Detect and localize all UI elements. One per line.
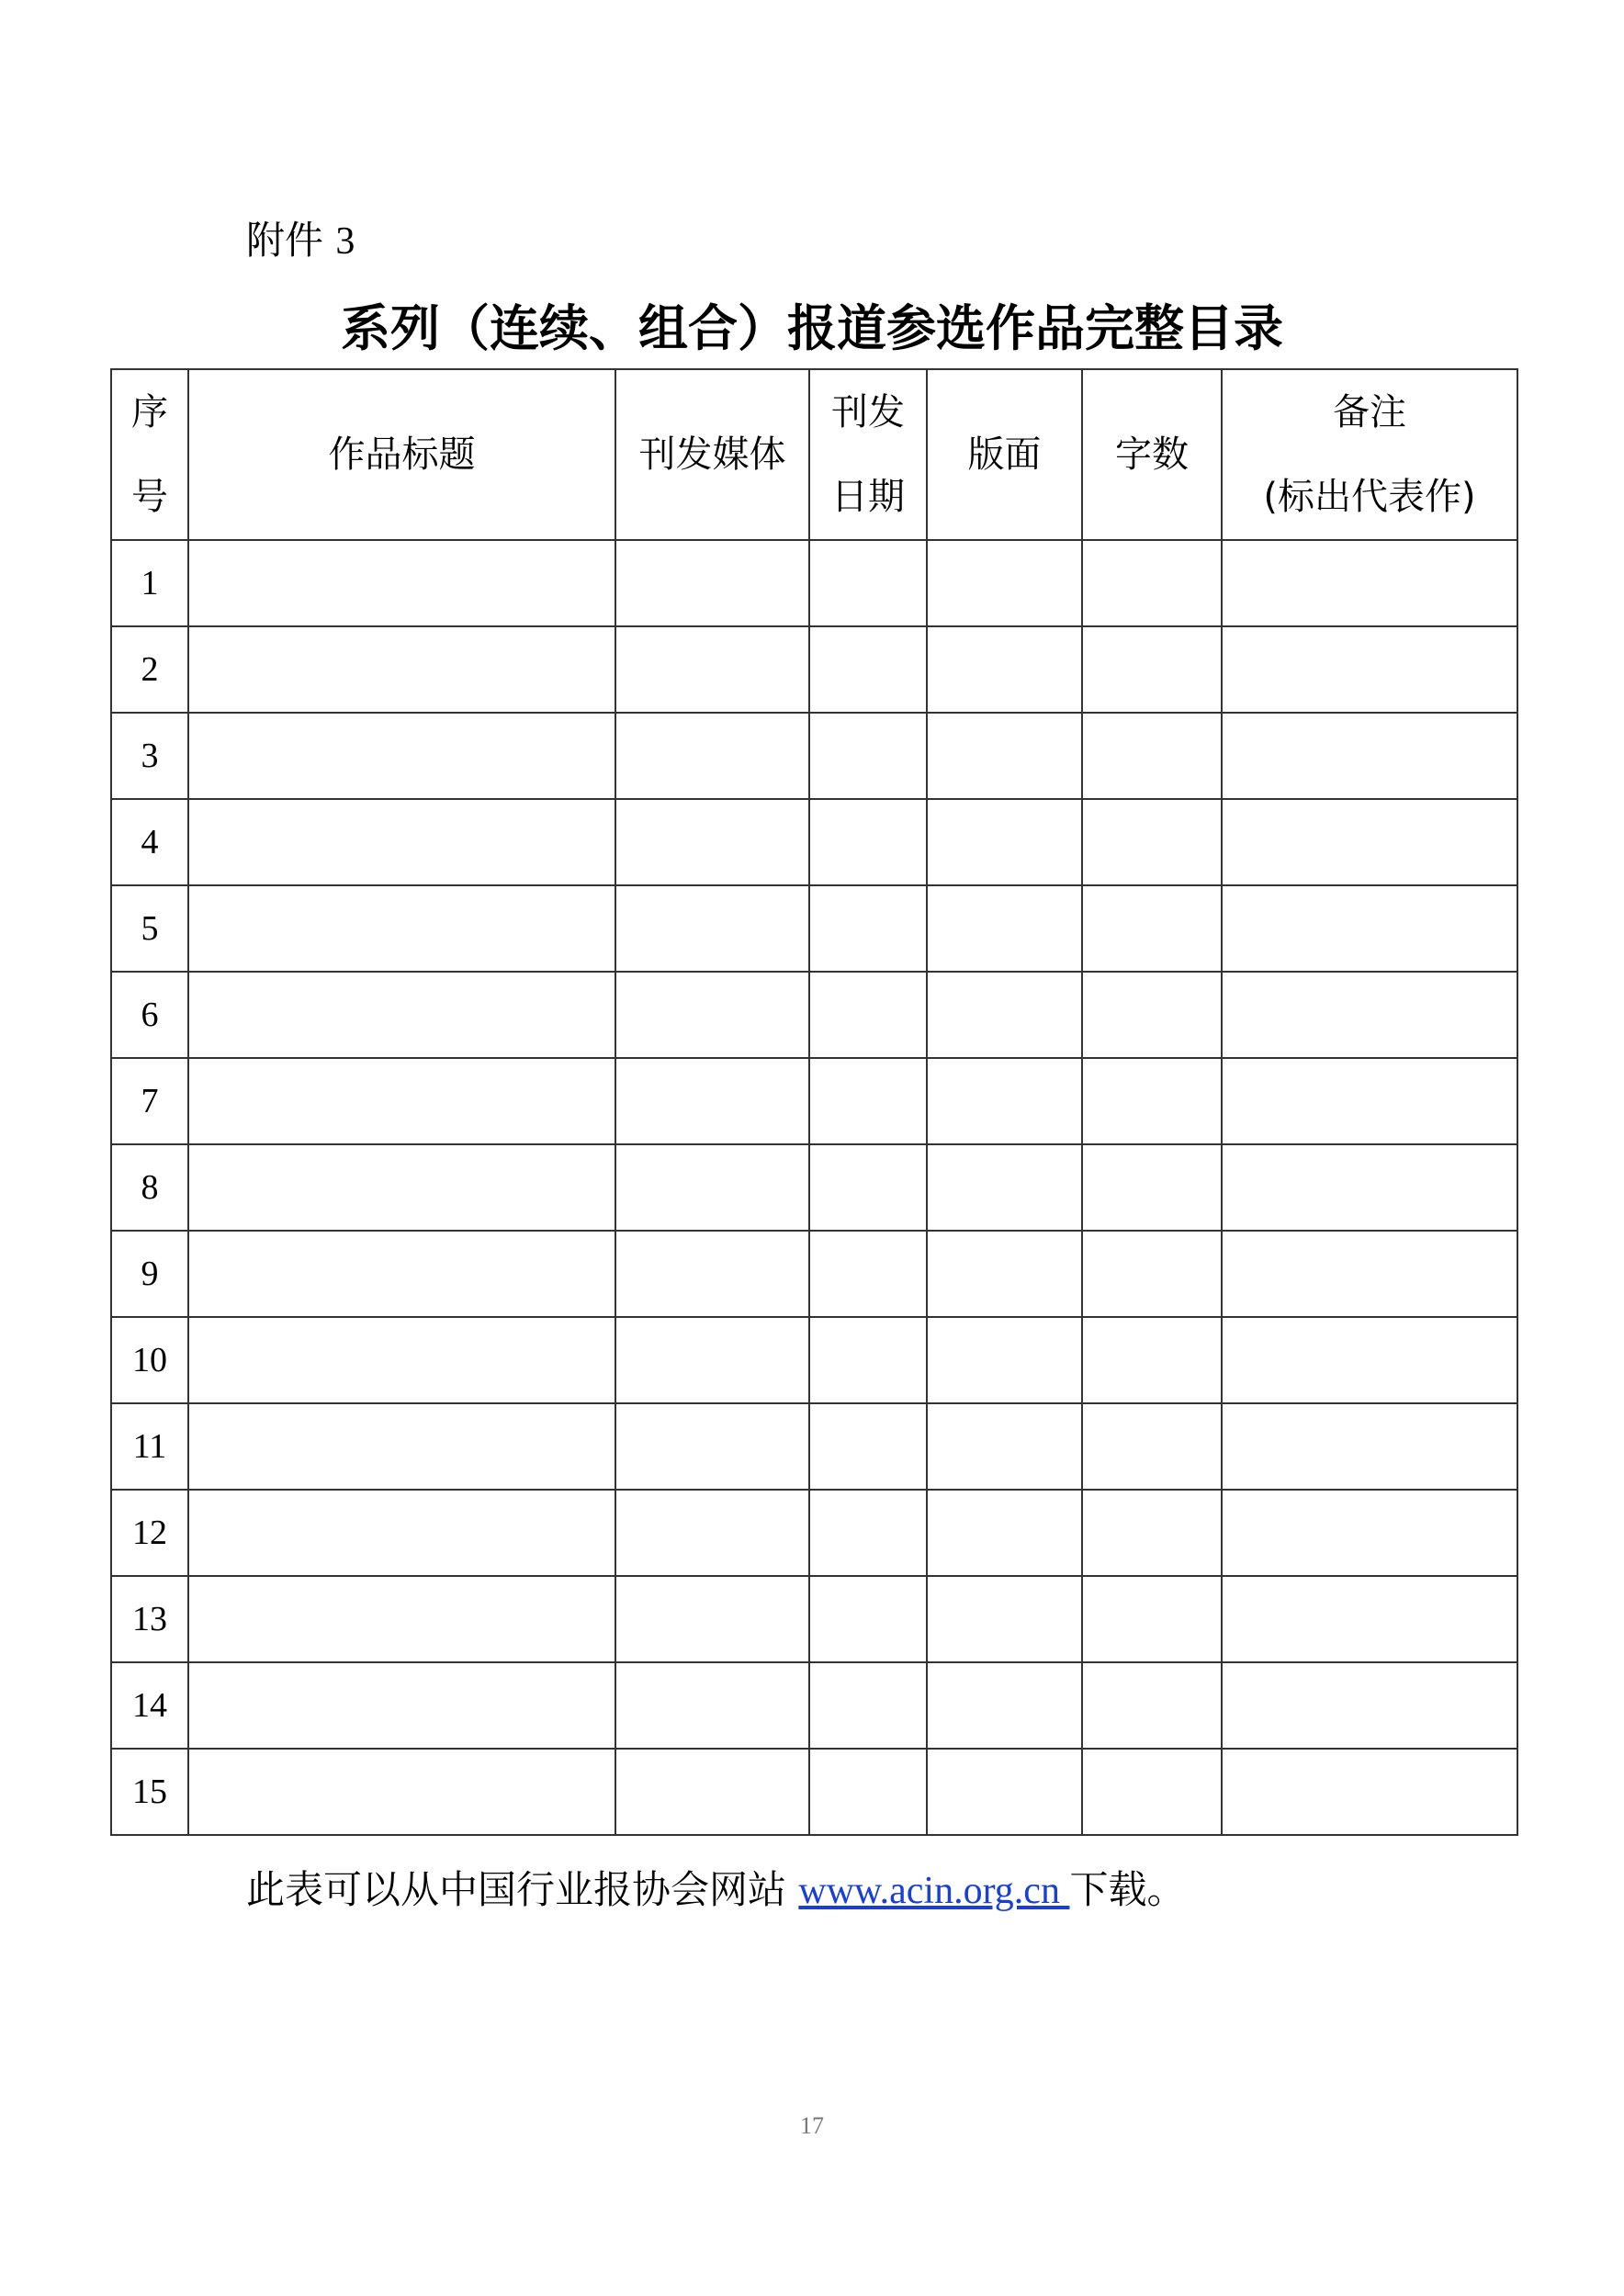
date-cell[interactable] — [809, 1749, 927, 1835]
media-cell[interactable] — [615, 885, 809, 972]
remark-cell[interactable] — [1222, 972, 1517, 1058]
media-cell[interactable] — [615, 799, 809, 885]
attachment-label — [246, 213, 355, 269]
layout-cell[interactable] — [927, 885, 1082, 972]
table-row — [111, 799, 1517, 885]
date-cell[interactable] — [809, 1403, 927, 1490]
media-cell[interactable] — [615, 1576, 809, 1662]
title-cell[interactable] — [188, 1231, 615, 1317]
row-number: 6 — [111, 972, 188, 1058]
table-row — [111, 713, 1517, 799]
remark-cell[interactable] — [1222, 1403, 1517, 1490]
header-seq-line1: 序 — [131, 391, 168, 433]
table-row — [111, 1490, 1517, 1576]
remark-cell[interactable] — [1222, 1231, 1517, 1317]
download-note — [246, 1853, 1185, 1928]
title-cell[interactable] — [188, 1144, 615, 1231]
header-remark-line1: 备注 — [1333, 391, 1406, 433]
row-number: 7 — [111, 1058, 188, 1144]
word-count-cell[interactable] — [1082, 1576, 1222, 1662]
layout-cell[interactable] — [927, 1576, 1082, 1662]
date-cell[interactable] — [809, 1058, 927, 1144]
date-cell[interactable] — [809, 799, 927, 885]
media-cell[interactable] — [615, 1231, 809, 1317]
acin-website-link[interactable]: www.acin.org.cn — [798, 1870, 1070, 1912]
media-cell[interactable] — [615, 540, 809, 626]
note-text-before: 此表可以从中国行业报协会网站 — [246, 1867, 799, 1912]
row-number: 15 — [111, 1749, 188, 1835]
table-row — [111, 972, 1517, 1058]
header-date-line2: 日期 — [831, 476, 905, 518]
row-number: 4 — [111, 799, 188, 885]
remark-cell[interactable] — [1222, 1058, 1517, 1144]
media-cell[interactable] — [615, 1403, 809, 1490]
table-row — [111, 1576, 1517, 1662]
table-body — [111, 540, 1517, 1835]
layout-cell[interactable] — [927, 1317, 1082, 1403]
table-row — [111, 1058, 1517, 1144]
title-cell[interactable] — [188, 1749, 615, 1835]
title-cell[interactable] — [188, 972, 615, 1058]
word-count-cell[interactable] — [1082, 1490, 1222, 1576]
header-word-count: 字数 — [1082, 369, 1222, 540]
remark-cell[interactable] — [1222, 1662, 1517, 1749]
row-number: 1 — [111, 540, 188, 626]
media-cell[interactable] — [615, 972, 809, 1058]
row-number: 12 — [111, 1490, 188, 1576]
media-cell[interactable] — [615, 1662, 809, 1749]
date-cell[interactable] — [809, 1490, 927, 1576]
title-cell[interactable] — [188, 540, 615, 626]
title-cell[interactable] — [188, 799, 615, 885]
catalog-table — [110, 368, 1518, 1836]
header-seq — [111, 369, 188, 540]
row-number: 9 — [111, 1231, 188, 1317]
word-count-cell[interactable] — [1082, 626, 1222, 713]
word-count-cell[interactable] — [1082, 799, 1222, 885]
remark-cell[interactable] — [1222, 1144, 1517, 1231]
row-number: 11 — [111, 1403, 188, 1490]
table-row — [111, 540, 1517, 626]
table-row — [111, 1403, 1517, 1490]
row-number: 8 — [111, 1144, 188, 1231]
table-row — [111, 1231, 1517, 1317]
date-cell[interactable] — [809, 540, 927, 626]
table-row — [111, 1317, 1517, 1403]
layout-cell[interactable] — [927, 1058, 1082, 1144]
date-cell[interactable] — [809, 1662, 927, 1749]
date-cell[interactable] — [809, 972, 927, 1058]
remark-cell[interactable] — [1222, 799, 1517, 885]
remark-cell[interactable] — [1222, 1576, 1517, 1662]
table-row — [111, 1662, 1517, 1749]
media-cell[interactable] — [615, 713, 809, 799]
date-cell[interactable] — [809, 885, 927, 972]
word-count-cell[interactable] — [1082, 972, 1222, 1058]
table-header-row — [111, 369, 1517, 540]
row-number: 5 — [111, 885, 188, 972]
media-cell[interactable] — [615, 1144, 809, 1231]
layout-cell[interactable] — [927, 1662, 1082, 1749]
row-number: 3 — [111, 713, 188, 799]
header-date-line1: 刊发 — [831, 391, 905, 433]
layout-cell[interactable] — [927, 713, 1082, 799]
word-count-cell[interactable] — [1082, 1144, 1222, 1231]
layout-cell[interactable] — [927, 1403, 1082, 1490]
word-count-cell[interactable] — [1082, 1662, 1222, 1749]
date-cell[interactable] — [809, 626, 927, 713]
note-text-after: 下载。 — [1069, 1867, 1186, 1912]
row-number: 10 — [111, 1317, 188, 1403]
remark-cell[interactable] — [1222, 1490, 1517, 1576]
header-work-title: 作品标题 — [188, 369, 615, 540]
remark-cell[interactable] — [1222, 626, 1517, 713]
word-count-cell[interactable] — [1082, 540, 1222, 626]
layout-cell[interactable] — [927, 1231, 1082, 1317]
title-cell[interactable] — [188, 713, 615, 799]
remark-cell[interactable] — [1222, 713, 1517, 799]
attachment-number: 3 — [335, 220, 355, 263]
media-cell[interactable] — [615, 626, 809, 713]
word-count-cell[interactable] — [1082, 1058, 1222, 1144]
word-count-cell[interactable] — [1082, 1231, 1222, 1317]
page-number: 17 — [800, 2112, 824, 2139]
title-cell[interactable] — [188, 1058, 615, 1144]
media-cell[interactable] — [615, 1749, 809, 1835]
word-count-cell[interactable] — [1082, 1749, 1222, 1835]
date-cell[interactable] — [809, 1317, 927, 1403]
table-row — [111, 885, 1517, 972]
layout-cell[interactable] — [927, 540, 1082, 626]
row-number: 2 — [111, 626, 188, 713]
remark-cell[interactable] — [1222, 1317, 1517, 1403]
attachment-prefix: 附件 — [246, 218, 324, 263]
table-row — [111, 1749, 1517, 1835]
remark-cell[interactable] — [1222, 540, 1517, 626]
layout-cell[interactable] — [927, 1749, 1082, 1835]
date-cell[interactable] — [809, 1576, 927, 1662]
layout-cell[interactable] — [927, 799, 1082, 885]
header-date — [809, 369, 927, 540]
remark-cell[interactable] — [1222, 885, 1517, 972]
header-remark — [1222, 369, 1517, 540]
header-media: 刊发媒体 — [615, 369, 809, 540]
row-number: 13 — [111, 1576, 188, 1662]
title-cell[interactable] — [188, 885, 615, 972]
page-title: 系列（连续、组合）报道参选作品完整目录 — [341, 299, 1283, 357]
word-count-cell[interactable] — [1082, 713, 1222, 799]
table-row — [111, 1144, 1517, 1231]
date-cell[interactable] — [809, 1144, 927, 1231]
media-cell[interactable] — [615, 1490, 809, 1576]
title-cell[interactable] — [188, 1662, 615, 1749]
word-count-cell[interactable] — [1082, 1403, 1222, 1490]
header-layout: 版面 — [927, 369, 1082, 540]
title-cell[interactable] — [188, 1317, 615, 1403]
date-cell[interactable] — [809, 1231, 927, 1317]
layout-cell[interactable] — [927, 1490, 1082, 1576]
layout-cell[interactable] — [927, 1144, 1082, 1231]
row-number: 14 — [111, 1662, 188, 1749]
date-cell[interactable] — [809, 713, 927, 799]
title-cell[interactable] — [188, 626, 615, 713]
table-row — [111, 626, 1517, 713]
title-cell[interactable] — [188, 1490, 615, 1576]
layout-cell[interactable] — [927, 972, 1082, 1058]
word-count-cell[interactable] — [1082, 885, 1222, 972]
header-seq-line2: 号 — [131, 476, 168, 518]
media-cell[interactable] — [615, 1058, 809, 1144]
title-cell[interactable] — [188, 1403, 615, 1490]
layout-cell[interactable] — [927, 626, 1082, 713]
word-count-cell[interactable] — [1082, 1317, 1222, 1403]
remark-cell[interactable] — [1222, 1749, 1517, 1835]
title-cell[interactable] — [188, 1576, 615, 1662]
media-cell[interactable] — [615, 1317, 809, 1403]
header-remark-line2: (标出代表作) — [1263, 476, 1476, 518]
